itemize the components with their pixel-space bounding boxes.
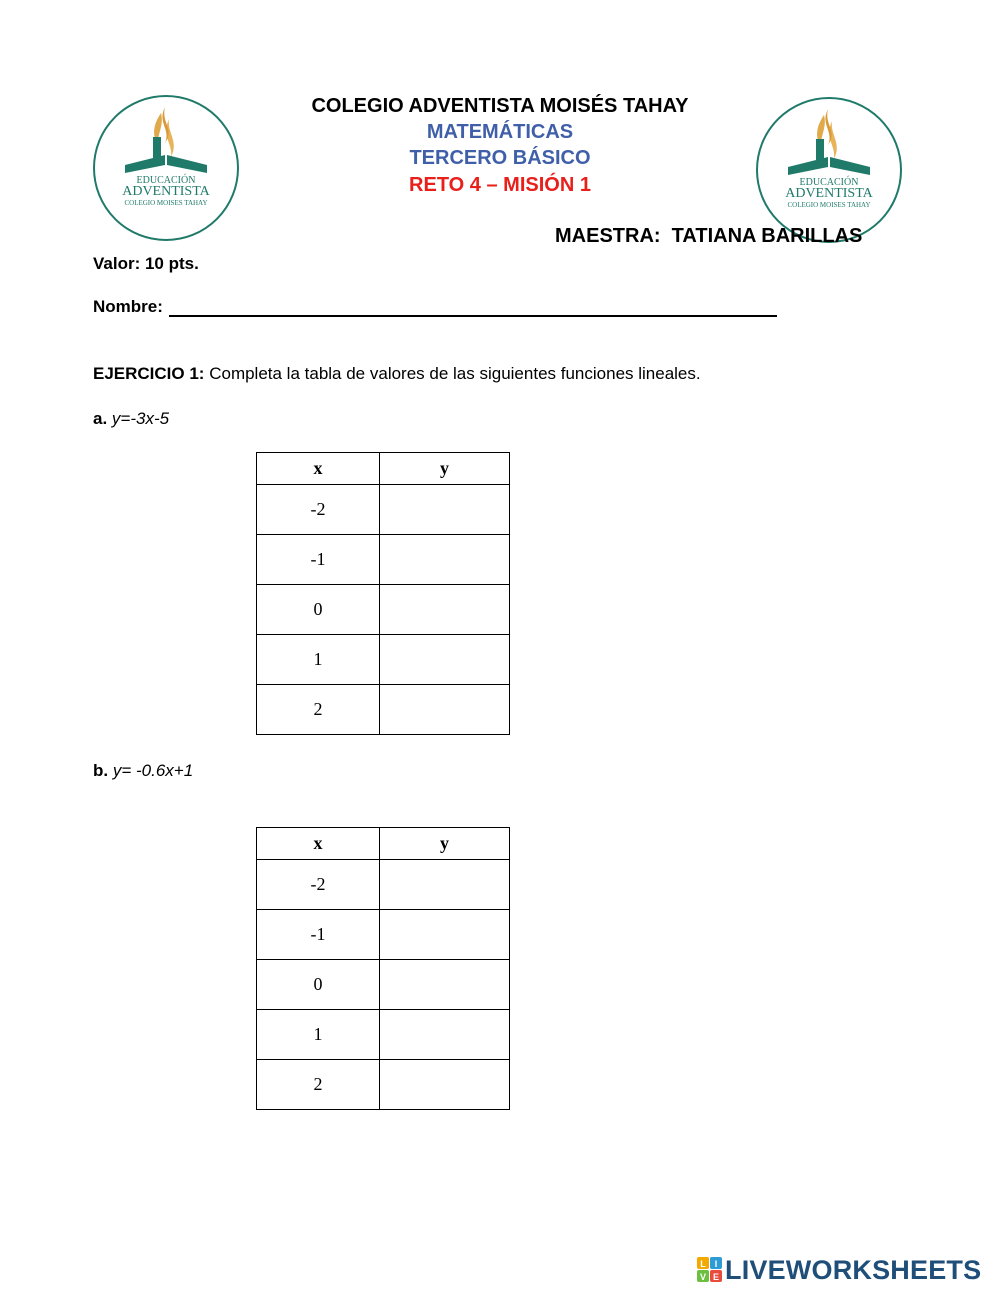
name-label: Nombre:: [93, 297, 163, 316]
values-table-b: [256, 827, 510, 1110]
y-answer-cell[interactable]: [380, 635, 510, 685]
logo-line2: ADVENTISTA: [785, 186, 873, 201]
exercise-label: EJERCICIO 1:: [93, 364, 205, 383]
liveworksheets-brand: [697, 1256, 981, 1284]
logo-line3: COLEGIO MOISES TAHAY: [124, 199, 208, 207]
table-row: [257, 685, 510, 735]
table-row: [257, 535, 510, 585]
liveworksheets-badge-icon: [697, 1257, 723, 1283]
x-cell: 1: [257, 635, 380, 685]
exercise-heading: [93, 364, 701, 384]
badge-letter: E: [712, 1272, 720, 1282]
header-x: x: [257, 828, 380, 860]
part-b-heading: [93, 761, 193, 781]
badge-letter: I: [714, 1259, 718, 1269]
subject-title: MATEMÁTICAS: [426, 121, 574, 143]
x-cell: 0: [257, 960, 380, 1010]
y-answer-cell[interactable]: [380, 1060, 510, 1110]
header-y: y: [380, 453, 510, 485]
x-cell: -2: [257, 485, 380, 535]
liveworksheets-text: LIVEWORKSHEETS: [725, 1254, 982, 1285]
y-answer-cell[interactable]: [380, 1010, 510, 1060]
part-a-heading: [93, 409, 169, 429]
part-b-equation: y= -0.6x+1: [112, 761, 194, 780]
y-answer-cell[interactable]: [380, 485, 510, 535]
grade-title: TERCERO BÁSICO: [409, 147, 591, 169]
part-a-equation: y=-3x-5: [111, 409, 170, 428]
table-row: [257, 860, 510, 910]
part-b-letter: b.: [93, 761, 109, 780]
value-label: Valor: 10 pts.: [93, 254, 199, 273]
challenge-title: RETO 4 – MISIÓN 1: [409, 174, 591, 196]
table-header-row: [257, 828, 510, 860]
x-cell: 1: [257, 1010, 380, 1060]
header-x: x: [257, 453, 380, 485]
table-row: [257, 960, 510, 1010]
x-cell: 2: [257, 1060, 380, 1110]
y-answer-cell[interactable]: [380, 685, 510, 735]
table-row: [257, 635, 510, 685]
logo-line1: EDUCACIÓN: [799, 177, 859, 188]
logo-line1: EDUCACIÓN: [136, 175, 196, 186]
teacher-name: MAESTRA: TATIANA BARILLAS: [555, 225, 863, 247]
x-cell: -1: [257, 535, 380, 585]
name-input-line[interactable]: [169, 297, 777, 317]
badge-letter: V: [699, 1272, 707, 1282]
y-answer-cell[interactable]: [380, 585, 510, 635]
table-row: [257, 485, 510, 535]
logo-line2: ADVENTISTA: [122, 184, 210, 199]
badge-letter: L: [700, 1259, 706, 1269]
y-answer-cell[interactable]: [380, 860, 510, 910]
y-answer-cell[interactable]: [380, 535, 510, 585]
exercise-instruction: Completa la tabla de valores de las siguientes funciones lineales.: [204, 364, 701, 383]
logo-line3: COLEGIO MOISES TAHAY: [787, 201, 871, 209]
table-row: [257, 1060, 510, 1110]
table-row: [257, 585, 510, 635]
x-cell: -1: [257, 910, 380, 960]
table-row: [257, 910, 510, 960]
x-cell: 2: [257, 685, 380, 735]
y-answer-cell[interactable]: [380, 960, 510, 1010]
part-a-letter: a.: [93, 409, 108, 428]
values-table-a: [256, 452, 510, 735]
x-cell: -2: [257, 860, 380, 910]
y-answer-cell[interactable]: [380, 910, 510, 960]
header-y: y: [380, 828, 510, 860]
name-row: [93, 297, 777, 317]
table-header-row: [257, 453, 510, 485]
school-name: COLEGIO ADVENTISTA MOISÉS TAHAY: [311, 95, 689, 117]
table-row: [257, 1010, 510, 1060]
x-cell: 0: [257, 585, 380, 635]
